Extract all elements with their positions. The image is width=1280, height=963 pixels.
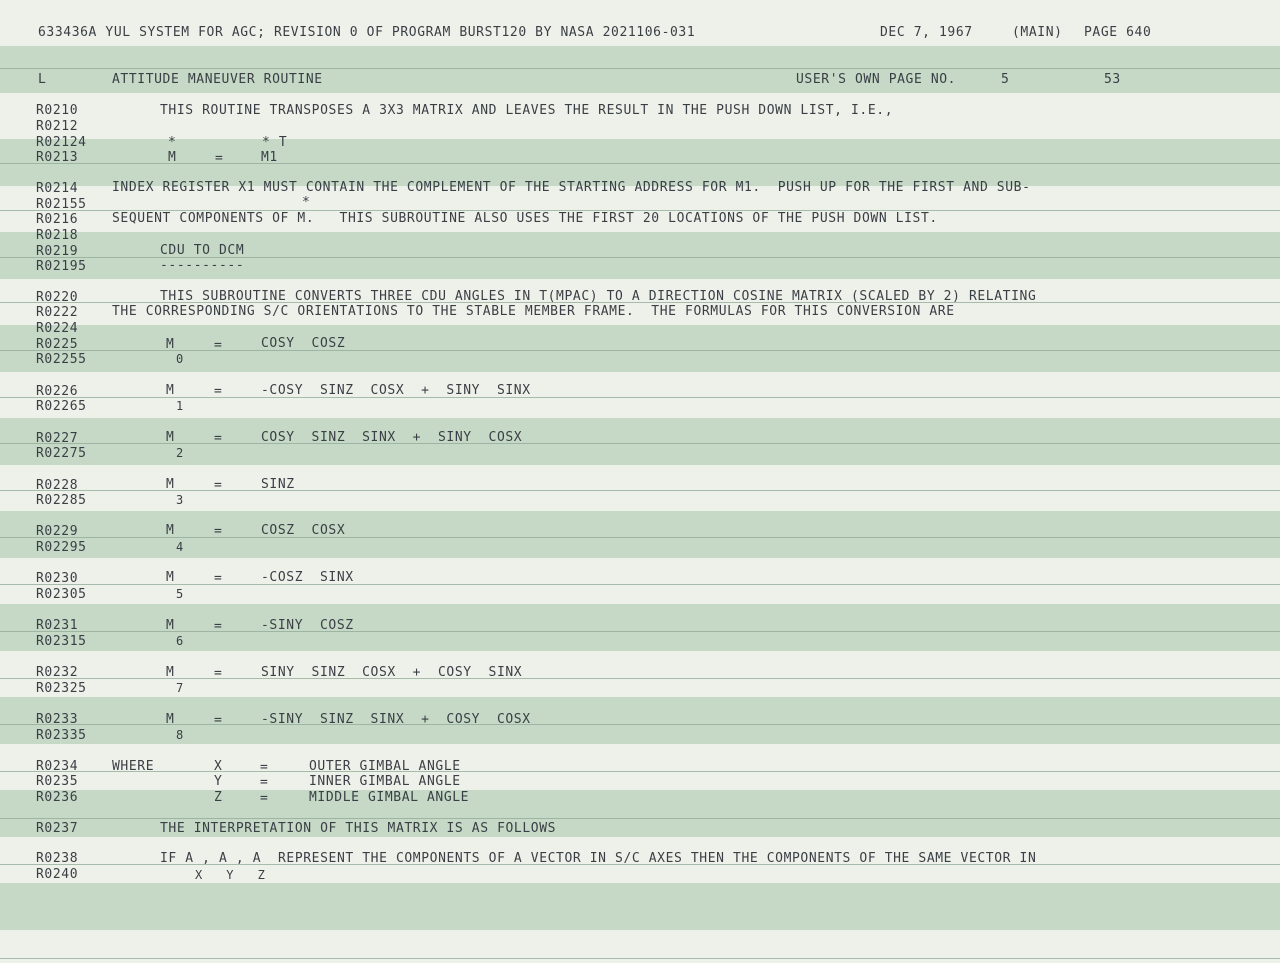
matrix-formula: COSY SINZ SINX + SINY COSX (261, 430, 523, 445)
rule-line (0, 350, 1280, 351)
matrix-subscript: 5 (176, 587, 184, 601)
equals-sign: = (214, 666, 223, 681)
line-number: R02124 (36, 135, 87, 150)
section-s-code: 53 (1104, 72, 1121, 87)
line-text: THE CORRESPONDING S/C ORIENTATIONS TO THE STABLE MEMBER FRAME. THE FORMULAS FOR THIS CONVERSION ARE (112, 304, 955, 319)
matrix-subscript: 2 (176, 446, 184, 460)
line-number: R0214 (36, 181, 79, 196)
heading-underline: ---------- (160, 258, 245, 273)
matrix-symbol: M (166, 665, 175, 680)
line-number: R0228 (36, 478, 79, 493)
users-page-label: USER'S OWN PAGE NO. (796, 72, 957, 87)
equals-sign: = (214, 431, 223, 446)
line-text: THE INTERPRETATION OF THIS MATRIX IS AS FOLLOWS (160, 821, 557, 836)
matrix-subscript: 1 (176, 399, 184, 413)
line-number: R02335 (36, 728, 87, 743)
section-title: ATTITUDE MANEUVER ROUTINE (112, 72, 323, 87)
matrix-formula: -COSZ SINX (261, 570, 354, 585)
line-number: R0235 (36, 774, 79, 789)
variable-definition: INNER GIMBAL ANGLE (309, 774, 461, 789)
matrix-symbol: M (166, 383, 175, 398)
line-number: R02195 (36, 259, 87, 274)
rule-line (0, 818, 1280, 819)
matrix-symbol: M (166, 477, 175, 492)
matrix-symbol: M (166, 712, 175, 727)
matrix-value: M1 (261, 150, 278, 165)
where-keyword: WHERE (112, 759, 155, 774)
rule-line (0, 397, 1280, 398)
line-number: R0218 (36, 228, 79, 243)
equals-sign: = (214, 619, 223, 634)
rule-line (0, 584, 1280, 585)
line-number: R02265 (36, 399, 87, 414)
line-number: R0233 (36, 712, 79, 727)
matrix-formula: SINY SINZ COSX + COSY SINX (261, 665, 523, 680)
matrix-star: * (168, 135, 177, 150)
matrix-symbol: M (166, 337, 175, 352)
matrix-symbol: M (166, 430, 175, 445)
matrix-formula: COSZ COSX (261, 523, 346, 538)
transpose-star: * (302, 195, 311, 210)
line-number: R02295 (36, 540, 87, 555)
rule-line (0, 68, 1280, 69)
line-number: R02305 (36, 587, 87, 602)
line-number: R0212 (36, 119, 79, 134)
equals-sign: = (214, 524, 223, 539)
variable-symbol: Y (214, 774, 223, 789)
matrix-symbol: M (168, 150, 177, 165)
rule-line (0, 163, 1280, 164)
line-number: R0238 (36, 851, 79, 866)
rule-line (0, 443, 1280, 444)
subroutine-heading: CDU TO DCM (160, 243, 245, 258)
listing-page-number: PAGE 640 (1084, 25, 1152, 40)
line-text: INDEX REGISTER X1 MUST CONTAIN THE COMPLEMENT OF THE STARTING ADDRESS FOR M1. PUSH UP FOR THE FIRST AND SUB- (112, 180, 1031, 195)
rule-line (0, 631, 1280, 632)
listing-header: 633436A YUL SYSTEM FOR AGC; REVISION 0 OF PROGRAM BURST120 BY NASA 2021106-031 (38, 25, 696, 40)
equals-sign: = (260, 775, 269, 790)
section-tag: L (38, 72, 47, 87)
matrix-symbol: M (166, 618, 175, 633)
matrix-subscript: 4 (176, 540, 184, 554)
matrix-formula: -SINY COSZ (261, 618, 354, 633)
equals-sign: = (214, 713, 223, 728)
line-number: R02315 (36, 634, 87, 649)
rule-line (0, 724, 1280, 725)
line-number: R02255 (36, 352, 87, 367)
transpose-mark: * T (262, 135, 288, 150)
matrix-formula: COSY COSZ (261, 336, 346, 351)
line-number: R0222 (36, 305, 79, 320)
equals-sign: = (214, 571, 223, 586)
matrix-subscript: 7 (176, 681, 184, 695)
line-number: R0224 (36, 321, 79, 336)
matrix-symbol: M (166, 570, 175, 585)
equals-sign: = (215, 151, 224, 166)
variable-definition: OUTER GIMBAL ANGLE (309, 759, 461, 774)
variable-symbol: X (214, 759, 223, 774)
line-number: R0220 (36, 290, 79, 305)
users-page-number: 5 (1001, 72, 1010, 87)
line-text: IF A , A , A REPRESENT THE COMPONENTS OF A VECTOR IN S/C AXES THEN THE COMPONENTS OF THE SAME VECTOR IN (160, 851, 1037, 866)
line-number: R0210 (36, 103, 79, 118)
line-number: R0237 (36, 821, 79, 836)
listing-date: DEC 7, 1967 (880, 25, 973, 40)
matrix-subscript: 8 (176, 728, 184, 742)
equals-sign: = (260, 791, 269, 806)
line-number: R02155 (36, 197, 87, 212)
component-subscripts: X Y Z (195, 868, 266, 882)
rule-line (0, 537, 1280, 538)
matrix-subscript: 3 (176, 493, 184, 507)
variable-symbol: Z (214, 790, 223, 805)
line-number: R0240 (36, 867, 79, 882)
matrix-formula: -SINY SINZ SINX + COSY COSX (261, 712, 531, 727)
line-text: THIS SUBROUTINE CONVERTS THREE CDU ANGLES IN T(MPAC) TO A DIRECTION COSINE MATRIX (SCALED BY 2) RELATING (160, 289, 1037, 304)
line-number: R0229 (36, 524, 79, 539)
variable-definition: MIDDLE GIMBAL ANGLE (309, 790, 470, 805)
line-text: SEQUENT COMPONENTS OF M. THIS SUBROUTINE ALSO USES THE FIRST 20 LOCATIONS OF THE PUSH DOWN LIST. (112, 211, 938, 226)
rule-line (0, 771, 1280, 772)
line-number: R0227 (36, 431, 79, 446)
matrix-subscript: 6 (176, 634, 184, 648)
line-text: THIS ROUTINE TRANSPOSES A 3X3 MATRIX AND LEAVES THE RESULT IN THE PUSH DOWN LIST, I.E., (160, 103, 894, 118)
rule-line (0, 958, 1280, 959)
rule-line (0, 678, 1280, 679)
line-number: R02275 (36, 446, 87, 461)
line-number: R02285 (36, 493, 87, 508)
rule-line (0, 490, 1280, 491)
line-number: R0226 (36, 384, 79, 399)
line-number: R02325 (36, 681, 87, 696)
equals-sign: = (214, 338, 223, 353)
matrix-subscript: 0 (176, 352, 184, 366)
line-number: R0213 (36, 150, 79, 165)
line-number: R0225 (36, 337, 79, 352)
listing-main-tag: (MAIN) (1012, 25, 1063, 40)
line-number: R0236 (36, 790, 79, 805)
equals-sign: = (214, 478, 223, 493)
line-number: R0231 (36, 618, 79, 633)
matrix-formula: SINZ (261, 477, 295, 492)
line-number: R0230 (36, 571, 79, 586)
line-number: R0232 (36, 665, 79, 680)
line-number: R0216 (36, 212, 79, 227)
equals-sign: = (260, 760, 269, 775)
equals-sign: = (214, 384, 223, 399)
line-number: R0234 (36, 759, 79, 774)
line-number: R0219 (36, 244, 79, 259)
matrix-formula: -COSY SINZ COSX + SINY SINX (261, 383, 531, 398)
matrix-symbol: M (166, 523, 175, 538)
